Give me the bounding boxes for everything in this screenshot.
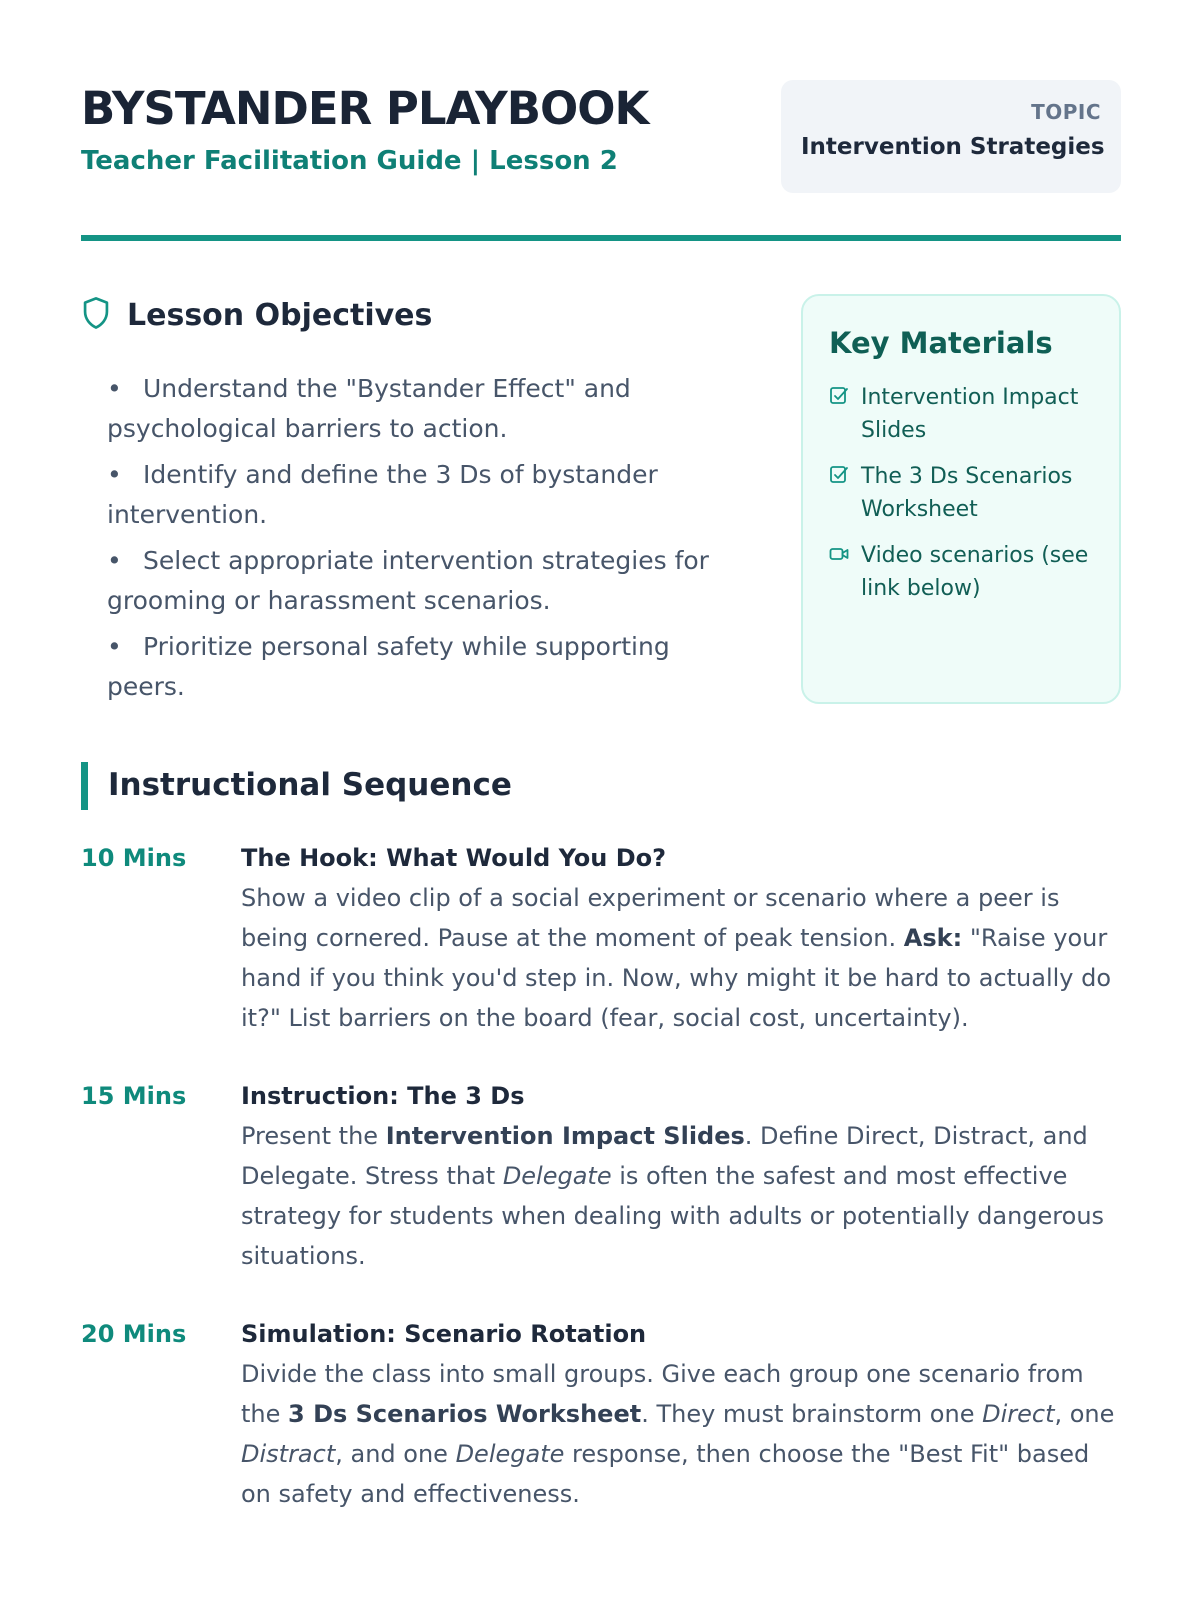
emphasis-italic: Delegate	[455, 1440, 565, 1468]
bullet-icon: •	[107, 546, 122, 575]
objectives-heading: Lesson Objectives	[127, 297, 433, 333]
objectives-list	[107, 369, 731, 707]
video-icon	[829, 539, 849, 574]
step-description	[241, 878, 1121, 1038]
text-run: Show a video clip of a social experiment or scenario where a peer is being cornered. Pause at the moment of peak tension.	[241, 884, 1060, 952]
page-title: BYSTANDER PLAYBOOK	[81, 82, 649, 135]
sequence-step	[81, 1314, 1121, 1514]
objective-item	[107, 627, 731, 707]
text-run: response, then choose the "Best Fit" based on safety and effectiveness.	[241, 1440, 1090, 1508]
step-title: Simulation: Scenario Rotation	[241, 1320, 647, 1348]
emphasis-bold: Ask:	[903, 924, 963, 952]
text-run: , one	[1054, 1400, 1115, 1428]
step-duration: 10 Mins	[81, 844, 187, 872]
instructional-sequence	[81, 762, 1121, 1552]
emphasis-italic: Delegate	[502, 1162, 612, 1190]
sequence-heading: Instructional Sequence	[108, 767, 512, 804]
step-body	[241, 838, 1121, 1038]
topic-label: TOPIC	[1031, 100, 1101, 124]
text-run: Present the	[241, 1122, 386, 1150]
material-label: Video scenarios (see link below)	[861, 542, 1089, 601]
checklist-icon	[829, 460, 849, 495]
emphasis-bold: Intervention Impact Slides	[385, 1122, 745, 1150]
objective-text: Understand the "Bystander Effect" and psychological barriers to action.	[107, 374, 631, 443]
material-label: The 3 Ds Scenarios Worksheet	[861, 463, 1073, 522]
lesson-objectives	[81, 296, 731, 713]
text-run: Divide the class into small groups. Give each group one scenario from the	[241, 1360, 1084, 1428]
objective-text: Prioritize personal safety while supporting peers.	[107, 632, 670, 701]
text-run: "Raise your hand if you think you'd step in. Now, why might it be hard to actually do it?" List barriers on the board (fear, social cost, uncertainty).	[241, 924, 1112, 1032]
sequence-step	[81, 1076, 1121, 1276]
shield-icon	[81, 296, 111, 335]
key-materials-card	[801, 294, 1121, 704]
objective-item	[107, 455, 731, 535]
material-item	[829, 539, 1093, 605]
step-description	[241, 1354, 1121, 1514]
emphasis-bold: 3 Ds Scenarios Worksheet	[288, 1400, 642, 1428]
step-title: Instruction: The 3 Ds	[241, 1082, 525, 1110]
objective-text: Select appropriate intervention strategies for grooming or harassment scenarios.	[107, 546, 709, 615]
objective-item	[107, 541, 731, 621]
emphasis-italic: Direct	[982, 1400, 1055, 1428]
step-body	[241, 1076, 1121, 1276]
page-subtitle: Teacher Facilitation Guide | Lesson 2	[81, 146, 618, 176]
topic-badge	[781, 80, 1121, 193]
objectives-heading-row	[81, 296, 731, 335]
material-label: Intervention Impact Slides	[861, 384, 1079, 443]
bullet-icon: •	[107, 632, 122, 661]
emphasis-italic: Distract	[241, 1440, 336, 1468]
objective-text: Identify and define the 3 Ds of bystander intervention.	[107, 460, 658, 529]
topic-value: Intervention Strategies	[801, 134, 1105, 160]
text-run: . They must brainstorm one	[641, 1400, 983, 1428]
sequence-steps	[81, 838, 1121, 1514]
text-run: is often the safest and most effective strategy for students when dealing with adults or potentially dangerous situations.	[241, 1162, 1105, 1270]
bullet-icon: •	[107, 374, 122, 403]
checklist-icon	[829, 381, 849, 416]
text-run: . Define Direct, Distract, and Delegate. Stress that	[241, 1122, 1088, 1190]
heading-accent-bar	[81, 762, 88, 810]
objective-item	[107, 369, 731, 449]
materials-list	[829, 381, 1093, 605]
sequence-step	[81, 838, 1121, 1038]
text-run: , and one	[335, 1440, 456, 1468]
step-duration: 15 Mins	[81, 1082, 187, 1110]
step-body	[241, 1314, 1121, 1514]
step-title: The Hook: What Would You Do?	[241, 844, 667, 872]
material-item	[829, 381, 1093, 447]
header-divider	[81, 235, 1121, 241]
sequence-heading-row	[81, 762, 1121, 810]
step-description	[241, 1116, 1121, 1276]
materials-heading: Key Materials	[829, 326, 1053, 360]
step-duration: 20 Mins	[81, 1320, 187, 1348]
bullet-icon: •	[107, 460, 122, 489]
page-header	[81, 80, 1121, 240]
material-item	[829, 460, 1093, 526]
